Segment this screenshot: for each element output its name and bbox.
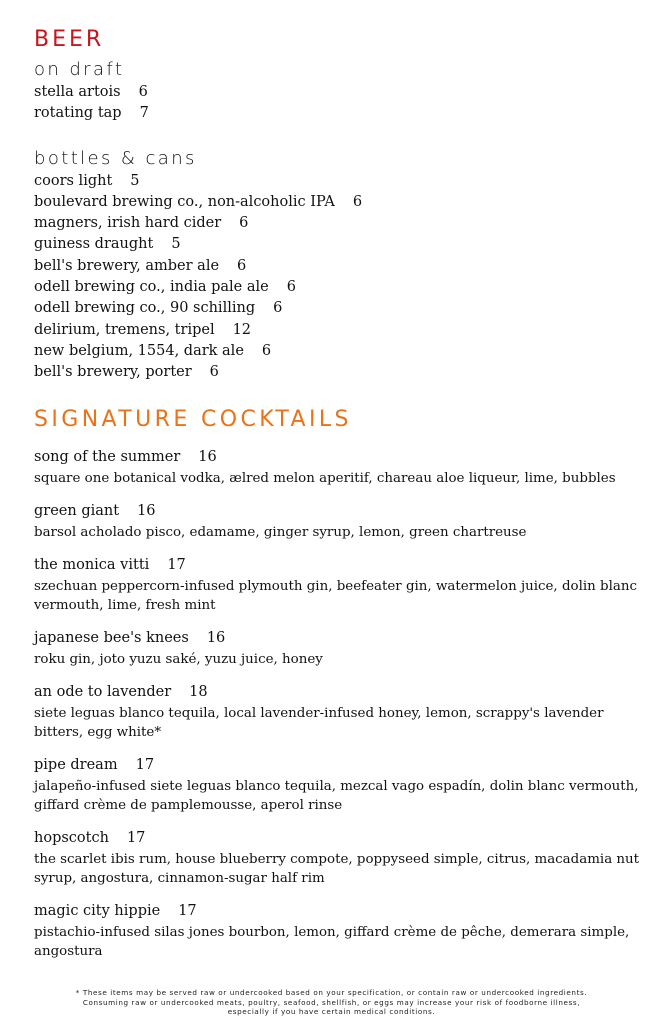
item-price: 5: [130, 172, 140, 189]
item-name: delirium, tremens, tripel: [34, 321, 215, 338]
item-name: odell brewing co., india pale ale: [34, 279, 269, 296]
item-name: boulevard brewing co., non-alcoholic IPA: [34, 193, 335, 210]
menu: [34, 26, 644, 965]
item-name: odell brewing co., 90 schilling: [34, 300, 256, 317]
menu-item: [34, 213, 644, 234]
item-name: coors light: [34, 172, 113, 189]
item-price: 6: [261, 342, 272, 359]
item-price: 12: [232, 321, 252, 338]
item-price: 6: [138, 84, 148, 100]
menu-item: [34, 277, 644, 298]
cocktail: [34, 892, 644, 965]
cocktail: [34, 746, 644, 819]
menu-item: [34, 234, 644, 255]
cocktail-name: japanese bee's knees: [34, 629, 189, 646]
menu-item: [34, 256, 644, 277]
cocktail-price: 16: [137, 502, 156, 519]
cocktail: [34, 673, 644, 746]
cocktail-name: pipe dream: [34, 756, 118, 773]
item-price: 7: [139, 105, 149, 122]
item-price: 6: [286, 279, 296, 296]
item-price: 6: [237, 257, 247, 274]
beer-title: BEER: [34, 27, 105, 52]
cocktails-list: [34, 438, 644, 965]
footnote-line: Consuming raw or undercooked meats, poultry, seafood, shellfish, or eggs may increase your risk of foodborne illness,: [82, 997, 581, 1007]
cocktail-price: 16: [206, 629, 226, 646]
bottles-heading: bottles & cans: [34, 147, 197, 169]
cocktail-description: the scarlet ibis rum, house blueberry compote, poppyseed simple, citrus, macadamia nut syrup, angostura, cinnamon-sugar half rim: [34, 851, 640, 886]
item-name: guiness draught: [34, 236, 154, 253]
menu-item: [34, 171, 644, 192]
footnote-line: * These items may be served raw or undercooked based on your specification, or contain raw or undercooked ingredients.: [75, 988, 588, 997]
cocktail-price: 17: [135, 756, 155, 773]
cocktail-description: siete leguas blanco tequila, local lavender-infused honey, lemon, scrappy's lavender bitters, egg white*: [34, 705, 604, 740]
item-price: 6: [239, 215, 249, 232]
on-draft-heading: on draft: [34, 59, 125, 80]
cocktail-description: pistachio-infused silas jones bourbon, lemon, giffard crème de pêche, demerara simple, angostura: [34, 924, 630, 959]
item-name: new belgium, 1554, dark ale: [34, 342, 244, 359]
item-price: 5: [171, 236, 181, 253]
cocktail-price: 17: [126, 829, 146, 846]
item-name: bell's brewery, amber ale: [34, 257, 220, 274]
cocktail: [34, 619, 644, 673]
item-price: 6: [273, 300, 283, 317]
cocktail-description: roku gin, joto yuzu saké, yuzu juice, honey: [34, 651, 323, 667]
cocktails-title: SIGNATURE COCKTAILS: [34, 406, 352, 432]
on-draft-list: [34, 82, 644, 125]
item-name: stella artois: [34, 84, 121, 100]
cocktail: [34, 819, 644, 892]
footnote: [0, 988, 663, 1017]
bottles-list: [34, 171, 644, 384]
cocktail-price: 17: [178, 902, 197, 919]
cocktail-name: hopscotch: [34, 829, 109, 846]
cocktail-name: an ode to lavender: [34, 683, 172, 700]
menu-item: [34, 341, 644, 362]
menu-item: [34, 362, 644, 383]
item-name: magners, irish hard cider: [34, 215, 222, 232]
menu-item: [34, 192, 644, 213]
cocktail: [34, 438, 644, 492]
cocktail-price: 16: [198, 448, 217, 465]
cocktail-description: szechuan peppercorn-infused plymouth gin, beefeater gin, watermelon juice, dolin blanc vermouth, lime, fresh mint: [34, 578, 637, 613]
item-name: bell's brewery, porter: [34, 364, 192, 381]
menu-item: [34, 298, 644, 319]
item-price: 6: [352, 193, 363, 210]
cocktail-name: green giant: [34, 502, 120, 519]
cocktail: [34, 546, 644, 619]
item-price: 6: [209, 364, 219, 381]
cocktail-price: 18: [189, 683, 208, 700]
cocktail-name: magic city hippie: [34, 902, 161, 919]
footnote-line: especially if you have certain medical conditions.: [227, 1007, 436, 1016]
menu-item: [34, 82, 644, 103]
cocktail-description: square one botanical vodka, ælred melon aperitif, chareau aloe liqueur, lime, bubbles: [34, 470, 616, 486]
cocktail-name: the monica vitti: [34, 556, 150, 573]
cocktail: [34, 492, 644, 546]
menu-item: [34, 103, 644, 124]
menu-item: [34, 320, 644, 341]
cocktail-price: 17: [167, 556, 186, 573]
item-name: rotating tap: [34, 105, 122, 122]
cocktail-description: barsol acholado pisco, edamame, ginger syrup, lemon, green chartreuse: [34, 524, 527, 540]
cocktail-name: song of the summer: [34, 448, 181, 465]
cocktail-description: jalapeño-infused siete leguas blanco tequila, mezcal vago espadín, dolin blanc vermouth, giffard crème de pamplemousse, aperol rinse: [34, 778, 639, 813]
